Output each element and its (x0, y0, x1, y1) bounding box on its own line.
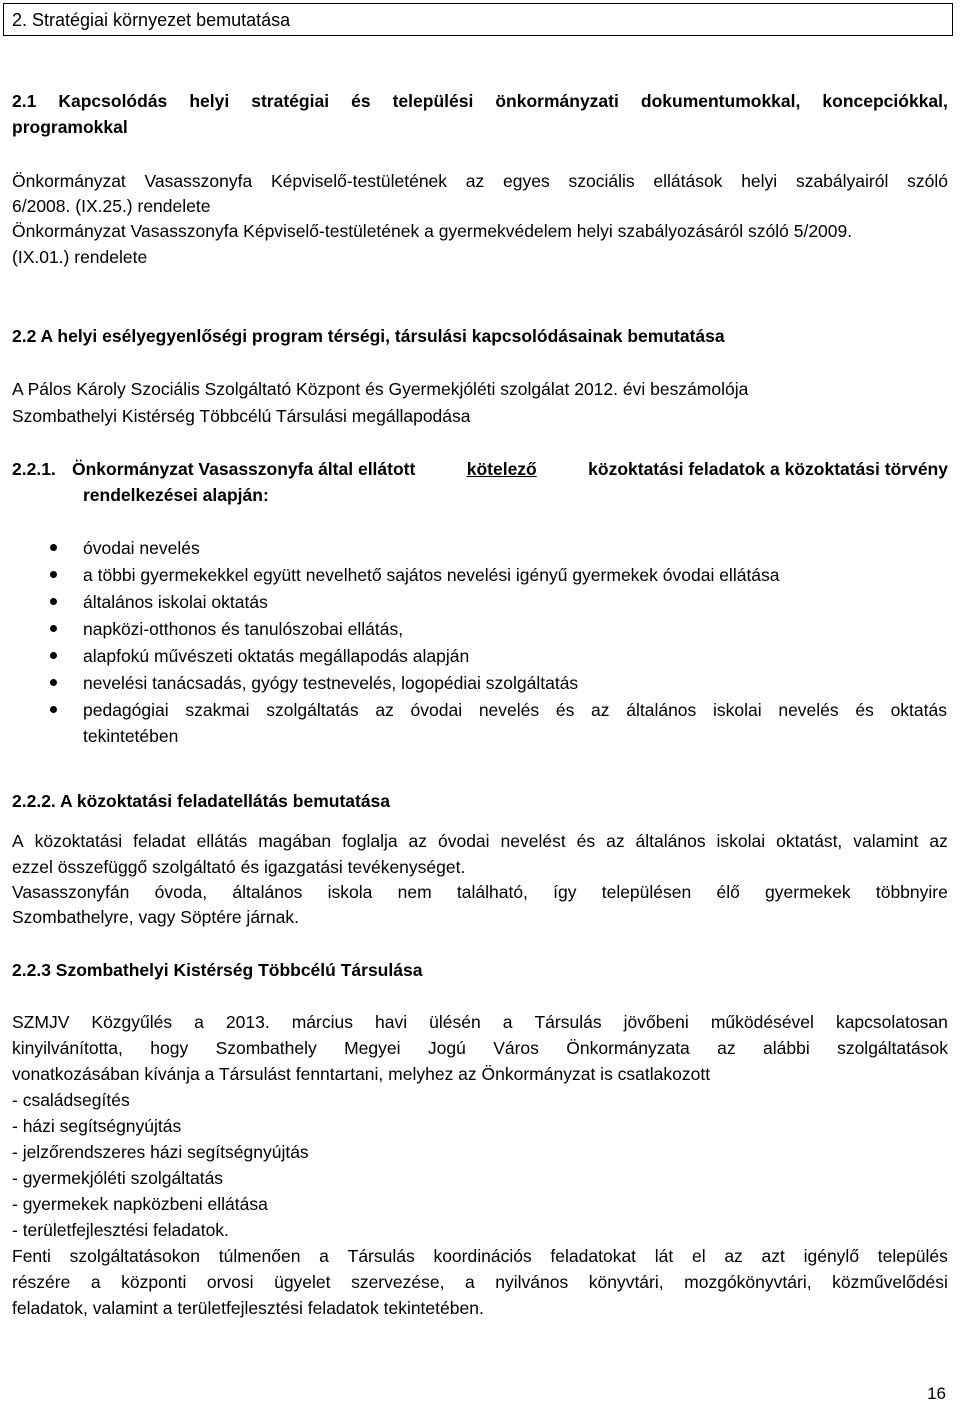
word: március (291, 1012, 353, 1032)
word: az (591, 700, 610, 720)
word: nevelés (778, 700, 839, 720)
word: általános (635, 831, 706, 851)
word: 2.1 (12, 91, 37, 111)
word: általános (626, 700, 697, 720)
dash-item: - gyermekek napközbeni ellátása (12, 1194, 268, 1214)
word: dokumentumokkal, (640, 91, 801, 111)
word: Társulás (534, 1012, 602, 1032)
list-item: alapfokú művészeti oktatás megállapodás alapján (83, 646, 470, 666)
word: az (929, 831, 948, 851)
word: oktatást, (776, 831, 843, 851)
list-item: napközi-otthonos és tanulószobai ellátás, (83, 619, 404, 639)
word: el (691, 1246, 706, 1266)
s22-p1-line2: Szombathelyi Kistérség Többcélú Társulási megállapodása (12, 406, 471, 426)
word: óvodai (437, 831, 490, 851)
word: Szombathely (215, 1038, 317, 1058)
word: Önkormányzat (12, 171, 126, 191)
word: nevelés (478, 700, 540, 720)
word: magában (258, 831, 332, 851)
word: ellátások (653, 171, 723, 191)
word: így (553, 882, 577, 902)
word: Város (493, 1038, 539, 1058)
word: Jogú (427, 1038, 466, 1058)
word: a (194, 1012, 204, 1032)
s21-title-line1 (12, 89, 948, 113)
s223-p2-line3: feladatok, valamint a területfejlesztési feladatok tekintetében. (12, 1298, 484, 1318)
dash-item: - házi segítségnyújtás (12, 1116, 182, 1136)
word: ügyelet (274, 1272, 331, 1292)
s223-p1-line1 (12, 1010, 948, 1034)
section-heading-box (3, 3, 953, 36)
word: szervezése, (351, 1272, 445, 1292)
word: iskola (327, 882, 373, 902)
word: Képviselő-testületének (270, 171, 448, 191)
word: valamint (853, 831, 919, 851)
word: óvodai (410, 700, 463, 720)
word: Vasasszonyfán (12, 882, 130, 902)
word: és (555, 700, 575, 720)
word: önkormányzati (495, 91, 619, 111)
word: SZMJV (12, 1012, 70, 1032)
word: található, (456, 882, 528, 902)
word: iskolai (716, 831, 766, 851)
word: település (877, 1246, 948, 1266)
word: igénylő (803, 1246, 860, 1266)
word: ülésén (429, 1012, 481, 1032)
s222-p1-line2: ezzel összefüggő szolgáltató és igazgatási tevékenységet. (12, 857, 466, 877)
word: Megyei (344, 1038, 401, 1058)
s22-p1-line1: A Pálos Károly Szociális Szolgáltató Központ és Gyermekjóléti szolgálat 2012. évi beszámolója (12, 379, 749, 399)
word: jövőbeni (623, 1012, 689, 1032)
word: Fenti (12, 1246, 51, 1266)
s22-title: 2.2 A helyi esélyegyenlőségi program térségi, társulási kapcsolódásainak bemutatása (12, 326, 725, 346)
s223-p2-line1 (12, 1244, 948, 1268)
word: élő (716, 882, 740, 902)
bullet-icon (50, 679, 57, 686)
word: 2013. (225, 1012, 270, 1032)
word: közművelődési (832, 1272, 948, 1292)
word: hogy (150, 1038, 189, 1058)
word: nem (397, 882, 432, 902)
bullet-icon (50, 571, 57, 578)
word: az (717, 1038, 736, 1058)
word: szolgáltatásokon (69, 1246, 200, 1266)
s21-title-line2: programokkal (12, 117, 128, 137)
s223-p2-line2 (12, 1270, 948, 1294)
word: Vasasszonyfa (144, 171, 253, 191)
s21-p1-line1 (12, 169, 948, 193)
word: Közgyűlés (91, 1012, 173, 1032)
bullet-icon (50, 598, 57, 605)
word: többnyire (875, 882, 948, 902)
word: részére (12, 1272, 71, 1292)
word: koncepciókkal, (822, 91, 948, 111)
bullet-icon (50, 652, 57, 659)
word: a (464, 1272, 475, 1292)
word: nevelést (500, 831, 566, 851)
word: az (724, 1246, 743, 1266)
word: az (408, 831, 428, 851)
word: szolgáltatás (266, 700, 359, 720)
word: szolgáltatások (837, 1038, 948, 1058)
word: kinyilvánította, (12, 1038, 123, 1058)
word: feladatokat (550, 1246, 637, 1266)
list-item: óvodai nevelés (83, 538, 200, 558)
word: lát (654, 1246, 674, 1266)
word: túlmenően (218, 1246, 301, 1266)
word: Kapcsolódás (58, 91, 168, 111)
word: általános (232, 882, 303, 902)
bullet-icon (50, 544, 57, 551)
word: azt (761, 1246, 785, 1266)
word: egyes (503, 171, 550, 191)
list-item: a többi gyermekekkel együtt nevelhető sajátos nevelési igényű gyermekek óvodai ellátása (83, 565, 780, 585)
page-number: 16 (927, 1384, 946, 1403)
s21-p2-line1: Önkormányzat Vasasszonyfa Képviselő-testületének a gyermekvédelem helyi szabályozásáról szóló 5/2009. (12, 221, 853, 241)
word: központi (121, 1272, 187, 1292)
word: oktatás (890, 700, 947, 720)
s221-title-line2: rendelkezései alapján: (83, 485, 269, 505)
list-item: nevelési tanácsadás, gyógy testnevelés, logopédiai szolgáltatás (83, 673, 579, 693)
word: az (375, 700, 394, 720)
word: az (606, 831, 625, 851)
word: Társulás (347, 1246, 415, 1266)
list-item-last-line2: tekintetében (83, 726, 179, 746)
s21-p2-line2: (IX.01.) rendelete (12, 247, 148, 267)
s221-number: 2.2.1. (12, 459, 56, 479)
word: az (465, 171, 485, 191)
word: foglalja (342, 831, 398, 851)
word: orvosi (206, 1272, 254, 1292)
word: kapcsolatosan (835, 1012, 948, 1032)
dash-item: - gyermekjóléti szolgáltatás (12, 1168, 224, 1188)
list-item-last-line1 (83, 698, 947, 722)
bullet-icon (50, 706, 57, 713)
word: és (351, 91, 371, 111)
section-heading: 2. Stratégiai környezet bemutatása (12, 10, 291, 30)
dash-item: - területfejlesztési feladatok. (12, 1220, 229, 1240)
word: és (855, 700, 874, 720)
dash-item: - családsegítés (12, 1090, 130, 1110)
list-item: általános iskolai oktatás (83, 592, 268, 612)
word: helyi (189, 91, 230, 111)
word: iskolai (713, 700, 762, 720)
word: óvoda, (154, 882, 208, 902)
word: és (576, 831, 596, 851)
s223-p1-line3: vonatkozásában kívánja a Társulást fenntartani, melyhez az Önkormányzat is csatlakozott (12, 1064, 711, 1084)
word: helyi (741, 171, 778, 191)
word: mozgókönyvtári, (684, 1272, 812, 1292)
word: stratégiai (251, 91, 330, 111)
s222-p1-line1 (12, 829, 948, 853)
word: nyilvános (495, 1272, 569, 1292)
word: A (12, 831, 24, 851)
word: települési (392, 91, 474, 111)
word: gyermekek (765, 882, 851, 902)
word: a (502, 1012, 513, 1032)
word: ellátás (196, 831, 248, 851)
word: szociális (568, 171, 635, 191)
s221-title-part-b: közoktatási feladatok a közoktatási törvény (588, 459, 948, 479)
bullet-icon (50, 625, 57, 632)
word: szakmai (185, 700, 250, 720)
word: könyvtári, (588, 1272, 664, 1292)
word: szóló (907, 171, 948, 191)
word: feladat (133, 831, 186, 851)
s223-p1-line2 (12, 1036, 948, 1060)
s222-p2-line2: Szombathelyre, vagy Söptére járnak. (12, 907, 299, 927)
word: működésével (710, 1012, 814, 1032)
word: koordinációs (433, 1246, 532, 1266)
word: pedagógiai (83, 700, 169, 720)
s222-title: 2.2.2. A közoktatási feladatellátás bemutatása (12, 791, 391, 811)
word: településen (601, 882, 692, 902)
s21-p1-line2: 6/2008. (IX.25.) rendelete (12, 196, 211, 216)
s221-title-part-a: Önkormányzat Vasasszonyfa által ellátott (72, 459, 416, 479)
s221-title-underlined: kötelező (466, 459, 537, 479)
s222-p2-line1 (12, 880, 948, 904)
word: a (90, 1272, 101, 1292)
s223-title: 2.2.3 Szombathelyi Kistérség Többcélú Társulása (12, 960, 423, 980)
word: a (319, 1246, 329, 1266)
word: közoktatási (34, 831, 123, 851)
s221-title-line1 (72, 457, 948, 481)
word: alábbi (763, 1038, 810, 1058)
word: szabályairól (795, 171, 889, 191)
dash-item: - jelzőrendszeres házi segítségnyújtás (12, 1142, 309, 1162)
word: havi (375, 1012, 408, 1032)
word: Önkormányzata (566, 1038, 690, 1058)
